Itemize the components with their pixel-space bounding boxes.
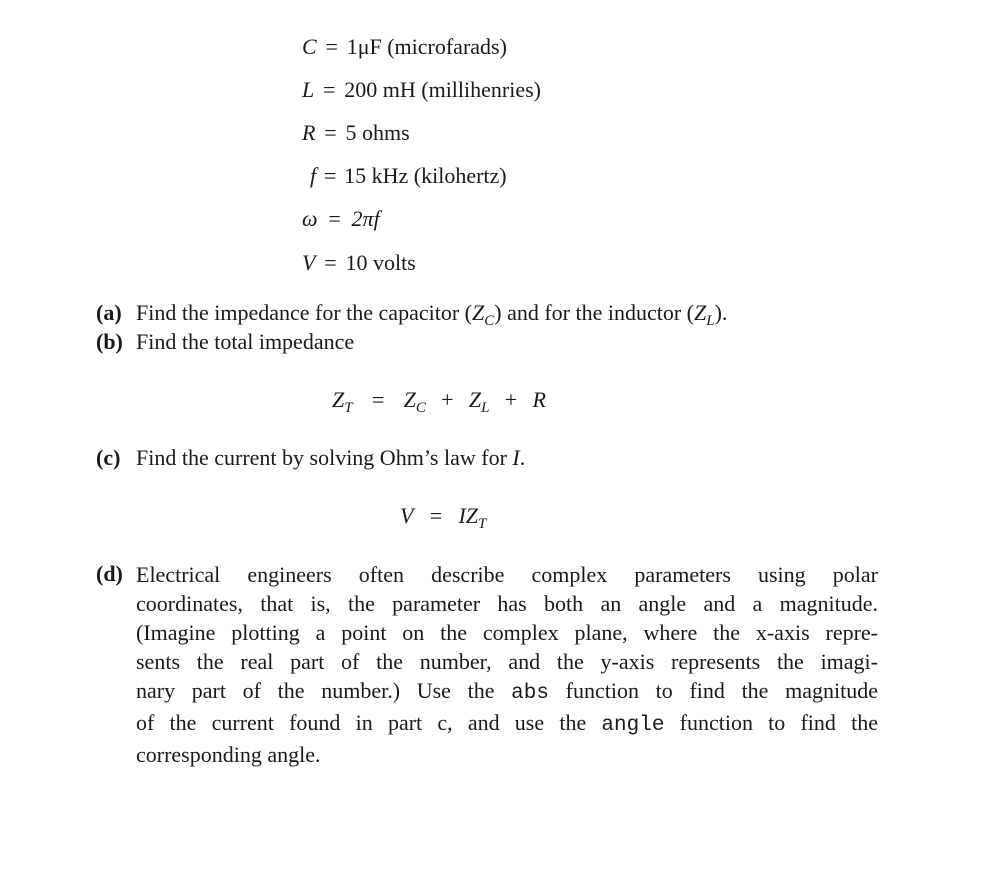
param-frequency: f = 15 kHz (kilohertz) [310,163,507,188]
item-d-paragraph [136,560,878,769]
param-omega: ω = 2πf [302,206,380,231]
paragraph-line: coordinates, that is, the parameter has both an angle and a magnitude. [136,591,878,616]
current-symbol: I [512,445,520,470]
equation-ohms-law [400,503,487,532]
item-c-text-body: Find the current by solving Ohm’s law for [136,445,513,470]
eq-term-zc-sub: C [415,400,426,416]
param-value: 2πf [351,206,380,231]
code-abs: abs [511,682,549,705]
item-a-text-before: Find the impedance for the capacitor ( [136,300,472,325]
line6-text-b: function to find the [664,710,878,735]
param-symbol: V [302,250,316,275]
equation-total-impedance [332,387,546,416]
paragraph-line: Electrical engineers often describe complex parameters using polar [136,562,878,587]
eq-term-zc: Z [403,387,416,412]
param-symbol: ω [302,206,318,231]
eq-term-zl: Z [468,387,482,412]
item-c-text-end: . [519,445,526,470]
param-symbol: R [302,120,316,145]
item-b-text: Find the total impedance [136,329,355,354]
ohm-rhs-sub: T [478,516,487,532]
ohm-equals: = [429,503,443,528]
param-value: 5 ohms [345,120,410,145]
param-value: 15 kHz (kilohertz) [344,163,507,188]
eq-term-r: R [532,387,546,412]
line5-text-b: function to find the magnitude [548,678,878,703]
param-capacitance: C = 1μF (microfarads) [302,34,507,59]
item-d-label: (d) [96,561,123,586]
paragraph-line [136,676,878,708]
item-b-label: (b) [96,329,123,354]
zc-subscript: C [484,313,495,329]
paragraph-line: corresponding angle. [136,742,321,767]
item-a-text-after: ). [714,300,728,325]
param-symbol: f [310,163,317,188]
item-c-text [136,445,525,471]
eq-plus: + [504,387,518,412]
param-resistance: R = 5 ohms [302,120,410,145]
eq-term-zl-sub: L [481,400,490,416]
param-value: 10 volts [345,250,416,275]
param-value: 1μF (microfarads) [346,34,507,59]
eq-lhs: Z [332,387,345,412]
paragraph-line: sents the real part of the number, and the y-axis represents the imagi- [136,649,878,674]
param-symbol: L [302,77,315,102]
paragraph-line [136,708,878,740]
zl-subscript: L [706,313,715,329]
eq-plus: + [441,387,454,412]
param-value: 200 mH (millihenries) [344,77,541,102]
item-c-label: (c) [96,445,121,470]
ohm-lhs: V [400,503,414,528]
ohm-rhs: IZ [458,503,479,528]
eq-lhs-sub: T [344,400,353,416]
item-a-text-mid: ) and for the inductor ( [494,300,695,325]
code-angle: angle [601,714,665,737]
line5-text-a: nary part of the number.) Use the [136,678,512,703]
param-inductance: L = 200 mH (millihenries) [302,77,541,102]
eq-equals: = [371,387,385,412]
zc-symbol: Z [471,300,485,325]
item-a-label: (a) [96,300,122,325]
zl-symbol: Z [694,300,707,325]
param-symbol: C [302,34,317,59]
line6-text-a: of the current found in part c, and use the [136,710,602,735]
paragraph-line: (Imagine plotting a point on the complex plane, where the x-axis repre- [136,620,878,645]
param-voltage: V = 10 volts [302,250,416,275]
item-a-text [136,300,728,329]
